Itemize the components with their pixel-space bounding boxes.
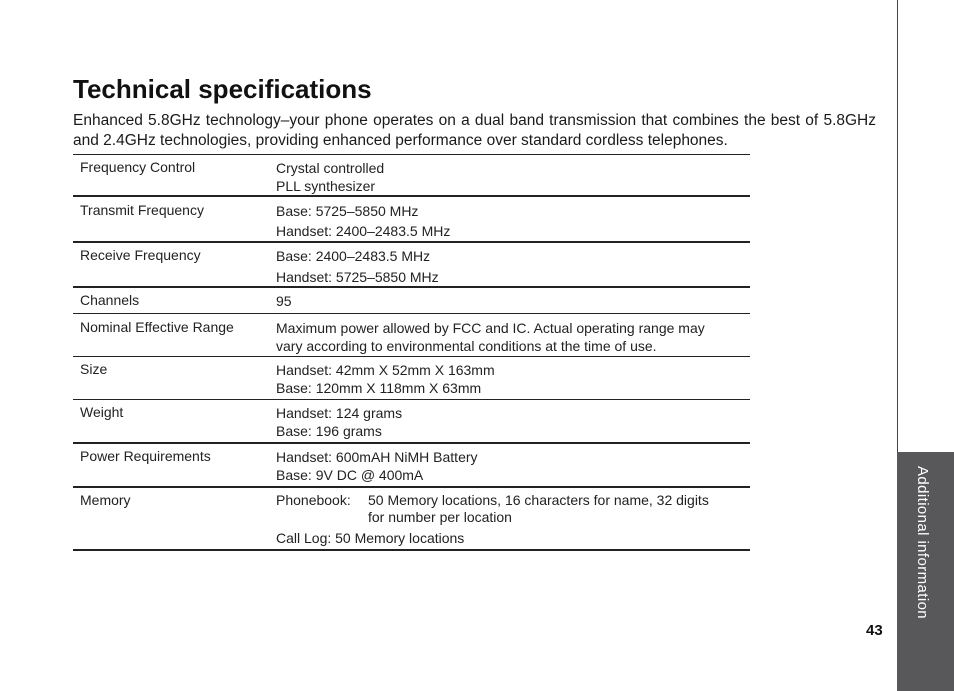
spec-value — [276, 492, 750, 549]
spec-value-line: for number per location — [368, 509, 512, 525]
spec-row-nominal-effective-range — [73, 314, 750, 357]
spec-value-line: Base: 120mm X 118mm X 63mm — [276, 380, 482, 396]
spec-value — [276, 404, 750, 442]
spec-value — [276, 361, 750, 399]
spec-value-line: Handset: 2400–2483.5 MHz — [276, 223, 451, 239]
spec-value-line: Base: 196 grams — [276, 423, 382, 439]
spec-value-line: Handset: 42mm X 52mm X 163mm — [276, 362, 495, 378]
spec-row-frequency-control — [73, 155, 750, 197]
spec-row-weight — [73, 400, 750, 444]
spec-row-transmit-frequency — [73, 197, 750, 243]
spec-label: Power Requirements — [80, 448, 211, 464]
spec-row-channels — [73, 288, 750, 314]
spec-value — [276, 292, 750, 313]
spec-label: Channels — [80, 292, 140, 308]
phonebook-key: Phonebook: — [276, 492, 351, 508]
side-tab-label: Additional information — [914, 466, 931, 620]
spec-value — [276, 319, 750, 356]
spec-value-line: Base: 2400–2483.5 MHz — [276, 248, 431, 264]
page-title: Technical specifications — [73, 74, 372, 104]
spec-row-size — [73, 357, 750, 400]
spec-label: Receive Frequency — [80, 247, 201, 263]
spec-value — [276, 202, 750, 241]
phonebook-value — [368, 492, 750, 526]
spec-table — [73, 154, 750, 551]
spec-value-line: Base: 9V DC @ 400mA — [276, 467, 424, 483]
spec-value-line: Base: 5725–5850 MHz — [276, 203, 419, 219]
spec-value-line: Handset: 124 grams — [276, 405, 403, 421]
call-log-line: Call Log: 50 Memory locations — [276, 530, 465, 546]
spec-row-receive-frequency — [73, 243, 750, 288]
spec-value — [276, 448, 750, 486]
spec-value-line: Handset: 600mAH NiMH Battery — [276, 449, 478, 465]
spec-label: Nominal Effective Range — [80, 319, 234, 335]
spec-value-line: 50 Memory locations, 16 characters for name, 32 digits — [368, 492, 709, 508]
spec-label: Memory — [80, 492, 131, 508]
phonebook-line — [276, 492, 750, 526]
page-number: 43 — [866, 622, 883, 639]
spec-value-line: PLL synthesizer — [276, 178, 376, 194]
intro-paragraph: Enhanced 5.8GHz technology–your phone operates on a dual band transmission that combines the best of 5.8GHz and 2.4GHz technologies, providing enhanced performance over standard cordless telephones. — [73, 112, 876, 149]
spec-value-line: 95 — [276, 293, 292, 309]
spec-label: Weight — [80, 404, 124, 420]
spec-value-line: Handset: 5725–5850 MHz — [276, 269, 439, 285]
spec-label: Size — [80, 361, 108, 377]
spec-value-line: Crystal controlled — [276, 160, 385, 176]
page-edge-rule — [897, 0, 898, 452]
spec-value-line: Maximum power allowed by FCC and IC. Actual operating range may — [276, 320, 705, 336]
spec-value — [276, 159, 750, 195]
spec-label: Transmit Frequency — [80, 202, 204, 218]
spec-row-memory — [73, 488, 750, 551]
spec-value-line: vary according to environmental conditions at the time of use. — [276, 338, 657, 354]
spec-value — [276, 247, 750, 286]
spec-row-power-requirements — [73, 444, 750, 488]
spec-label: Frequency Control — [80, 159, 196, 175]
